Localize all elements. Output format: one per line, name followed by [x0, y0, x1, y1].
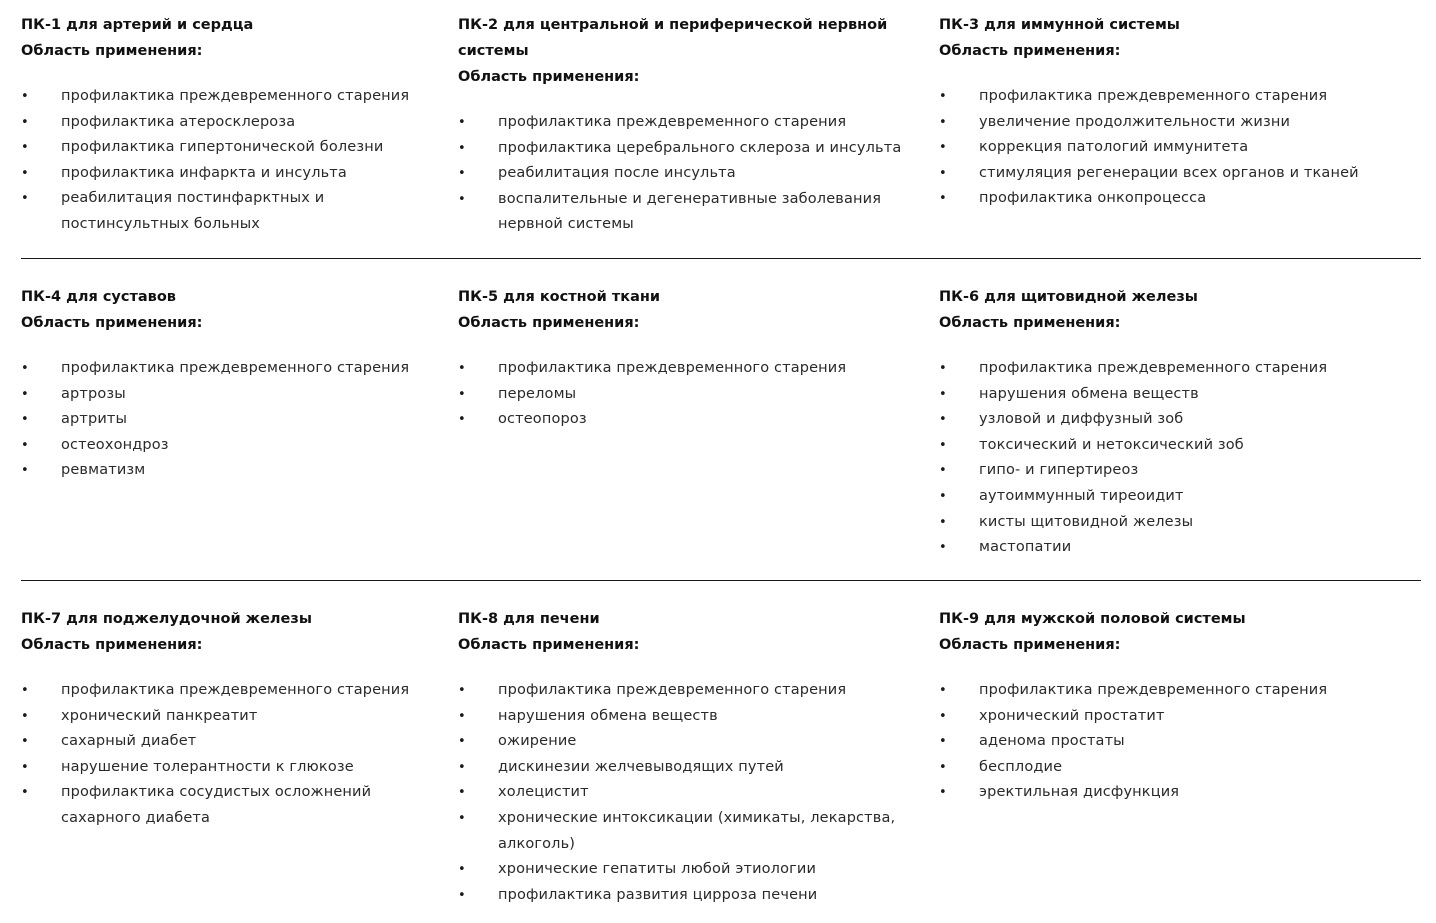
list-item	[939, 407, 1409, 433]
list-item	[458, 161, 928, 187]
bullet-icon: •	[21, 463, 29, 479]
list-item-text: коррекция патологий иммунитета	[979, 139, 1249, 156]
list-item-text: переломы	[498, 385, 577, 402]
list-item	[21, 84, 441, 110]
list-item	[458, 678, 928, 704]
bullet-icon: •	[939, 514, 947, 530]
list-item-text: хронические интоксикации (химикаты, лекарства, алкоголь)	[498, 809, 896, 852]
list-item-text: профилактика преждевременного старения	[498, 682, 847, 698]
bullet-icon: •	[939, 140, 947, 156]
list-item-text: нарушение толерантности к глюкозе	[61, 758, 354, 775]
list-item	[939, 356, 1409, 382]
card-subtitle: Область применения:	[458, 315, 640, 331]
bullet-icon: •	[21, 708, 29, 724]
list-item-text: мастопатии	[979, 539, 1072, 556]
list-item-text: нарушения обмена веществ	[498, 707, 718, 724]
card-pk7	[21, 606, 441, 832]
list-item-text: профилактика инфаркта и инсульта	[61, 164, 347, 181]
bullet-icon: •	[458, 386, 466, 402]
list-item-text: профилактика преждевременного старения	[498, 114, 847, 130]
list-item	[939, 510, 1409, 536]
bullet-icon: •	[939, 540, 947, 556]
bullet-icon: •	[458, 115, 466, 130]
list-item	[458, 356, 928, 382]
list-item	[939, 458, 1409, 484]
bullet-icon: •	[458, 785, 466, 801]
bullet-icon: •	[939, 463, 947, 479]
card-title: ПК-3 для иммунной системы	[939, 17, 1180, 33]
list-item	[21, 110, 441, 136]
bullet-icon: •	[458, 412, 466, 428]
list-item	[458, 704, 928, 730]
bullet-icon: •	[21, 437, 29, 453]
bullet-icon: •	[939, 759, 947, 775]
card-subtitle: Область применения:	[21, 637, 203, 653]
list-item	[939, 780, 1409, 806]
card-subtitle: Область применения:	[458, 69, 640, 85]
bullet-icon: •	[939, 89, 947, 104]
card-title: ПК-2 для центральной и периферической нервной системы	[458, 17, 888, 59]
section-divider	[21, 258, 1421, 259]
list-item	[939, 535, 1409, 561]
list-item-text: остеохондроз	[61, 436, 169, 453]
list-item	[21, 356, 441, 382]
list-item	[458, 806, 928, 857]
card-title: ПК-5 для костной ткани	[458, 289, 661, 305]
card-title: ПК-7 для поджелудочной железы	[21, 611, 312, 627]
list-item	[21, 704, 441, 730]
card-subtitle: Область применения:	[21, 43, 203, 59]
bullet-icon: •	[458, 810, 466, 826]
card-subtitle: Область применения:	[21, 315, 203, 331]
list-item	[458, 729, 928, 755]
list-item	[458, 110, 928, 136]
bullet-icon: •	[939, 165, 947, 181]
list-item-text: холецистит	[498, 784, 589, 801]
list-item	[939, 84, 1409, 110]
indication-list	[939, 678, 1409, 806]
list-item	[21, 729, 441, 755]
bullet-icon: •	[939, 114, 947, 130]
bullet-icon: •	[458, 887, 466, 903]
list-item	[939, 678, 1409, 704]
bullet-icon: •	[939, 488, 947, 504]
list-item-text: дискинезии желчевыводящих путей	[498, 758, 784, 775]
list-item-text: кисты щитовидной железы	[979, 513, 1194, 530]
bullet-icon: •	[939, 191, 947, 207]
list-item-text: профилактика преждевременного старения	[979, 682, 1328, 698]
bullet-icon: •	[939, 361, 947, 376]
list-item	[21, 382, 441, 408]
card-subtitle: Область применения:	[939, 315, 1121, 331]
list-item-text: профилактика преждевременного старения	[61, 682, 410, 698]
bullet-icon: •	[458, 191, 466, 207]
card-pk5	[458, 284, 928, 433]
card-title: ПК-8 для печени	[458, 611, 600, 627]
list-item-text: профилактика преждевременного старения	[61, 360, 410, 376]
bullet-icon: •	[458, 140, 466, 156]
bullet-icon: •	[458, 734, 466, 750]
list-item-text: бесплодие	[979, 758, 1063, 775]
indication-list	[458, 110, 928, 238]
list-item-text: стимуляция регенерации всех органов и тканей	[979, 164, 1359, 181]
card-subtitle: Область применения:	[939, 43, 1121, 59]
list-item	[458, 780, 928, 806]
bullet-icon: •	[21, 734, 29, 750]
indication-list	[458, 356, 928, 433]
list-item	[21, 161, 441, 187]
list-item	[458, 883, 928, 909]
list-item-text: токсический и нетоксический зоб	[979, 436, 1244, 453]
list-item-text: профилактика церебрального склероза и инсульта	[498, 139, 902, 156]
bullet-icon: •	[21, 140, 29, 156]
list-item	[21, 433, 441, 459]
indication-list	[21, 356, 441, 484]
indication-list	[21, 678, 441, 832]
list-item-text: артрозы	[61, 385, 126, 402]
bullet-icon: •	[21, 89, 29, 104]
list-item	[21, 755, 441, 781]
list-item	[458, 382, 928, 408]
list-item	[939, 755, 1409, 781]
card-pk3	[939, 12, 1409, 212]
bullet-icon: •	[458, 683, 466, 698]
list-item-text: хронический панкреатит	[61, 707, 258, 724]
card-subtitle: Область применения:	[939, 637, 1121, 653]
list-item	[21, 186, 441, 237]
indication-list	[939, 356, 1409, 561]
list-item-text: профилактика преждевременного старения	[979, 88, 1328, 104]
bullet-icon: •	[939, 734, 947, 750]
list-item-text: профилактика онкопроцесса	[979, 190, 1207, 207]
bullet-icon: •	[939, 437, 947, 453]
card-pk9	[939, 606, 1409, 806]
list-item-text: увеличение продолжительности жизни	[979, 113, 1291, 130]
bullet-icon: •	[21, 114, 29, 130]
card-subtitle: Область применения:	[458, 637, 640, 653]
bullet-icon: •	[458, 708, 466, 724]
bullet-icon: •	[458, 862, 466, 878]
list-item-text: ревматизм	[61, 462, 146, 479]
bullet-icon: •	[939, 412, 947, 428]
bullet-icon: •	[458, 361, 466, 376]
bullet-icon: •	[21, 361, 29, 376]
bullet-icon: •	[21, 386, 29, 402]
list-item-text: ожирение	[498, 733, 577, 750]
section-divider	[21, 580, 1421, 581]
list-item	[939, 135, 1409, 161]
list-item-text: хронический простатит	[979, 707, 1165, 724]
list-item-text: профилактика сосудистых осложнений сахарного диабета	[61, 784, 372, 826]
bullet-icon: •	[458, 759, 466, 775]
list-item	[21, 135, 441, 161]
list-item-text: узловой и диффузный зоб	[979, 411, 1184, 428]
list-item-text: реабилитация после инсульта	[498, 165, 736, 182]
card-pk2	[458, 12, 928, 238]
list-item	[939, 161, 1409, 187]
list-item-text: гипо- и гипертиреоз	[979, 462, 1139, 479]
list-item-text: воспалительные и дегенеративные заболевания нервной системы	[498, 190, 882, 233]
list-item	[21, 407, 441, 433]
list-item-text: артриты	[61, 411, 128, 428]
list-item	[458, 755, 928, 781]
card-pk6	[939, 284, 1409, 561]
list-item-text: аутоиммунный тиреоидит	[979, 487, 1184, 504]
indication-list	[939, 84, 1409, 212]
bullet-icon: •	[21, 683, 29, 698]
list-item	[939, 729, 1409, 755]
card-title: ПК-9 для мужской половой системы	[939, 611, 1246, 627]
bullet-icon: •	[21, 191, 29, 207]
card-title: ПК-6 для щитовидной железы	[939, 289, 1198, 305]
bullet-icon: •	[458, 166, 466, 182]
bullet-icon: •	[939, 708, 947, 724]
list-item-text: профилактика гипертонической болезни	[61, 139, 384, 156]
list-item-text: аденома простаты	[979, 733, 1125, 750]
card-pk8	[458, 606, 928, 908]
list-item	[21, 780, 441, 831]
list-item	[458, 857, 928, 883]
list-item	[939, 484, 1409, 510]
indication-list	[458, 678, 928, 908]
card-pk1	[21, 12, 441, 238]
bullet-icon: •	[939, 785, 947, 801]
list-item	[458, 187, 928, 238]
list-item	[939, 186, 1409, 212]
bullet-icon: •	[21, 165, 29, 181]
bullet-icon: •	[939, 386, 947, 402]
list-item	[939, 704, 1409, 730]
list-item-text: профилактика преждевременного старения	[498, 360, 847, 376]
list-item	[21, 458, 441, 484]
list-item	[458, 136, 928, 162]
list-item-text: профилактика преждевременного старения	[979, 360, 1328, 376]
card-title: ПК-1 для артерий и сердца	[21, 17, 254, 33]
bullet-icon: •	[21, 785, 29, 801]
card-title: ПК-4 для суставов	[21, 289, 176, 305]
list-item-text: профилактика атеросклероза	[61, 113, 296, 130]
bullet-icon: •	[21, 759, 29, 775]
list-item-text: эректильная дисфункция	[979, 784, 1180, 801]
list-item-text: профилактика преждевременного старения	[61, 88, 410, 104]
list-item-text: сахарный диабет	[61, 733, 197, 750]
list-item	[939, 433, 1409, 459]
bullet-icon: •	[939, 683, 947, 698]
card-pk4	[21, 284, 441, 484]
list-item-text: хронические гепатиты любой этиологии	[498, 861, 817, 878]
list-item	[939, 110, 1409, 136]
list-item	[21, 678, 441, 704]
list-item-text: остеопороз	[498, 411, 587, 428]
list-item-text: нарушения обмена веществ	[979, 385, 1199, 402]
list-item	[458, 407, 928, 433]
list-item-text: профилактика развития цирроза печени	[498, 886, 818, 903]
indication-list	[21, 84, 441, 238]
bullet-icon: •	[21, 412, 29, 428]
list-item-text: реабилитация постинфарктных и постинсультных больных	[61, 190, 325, 232]
list-item	[939, 382, 1409, 408]
